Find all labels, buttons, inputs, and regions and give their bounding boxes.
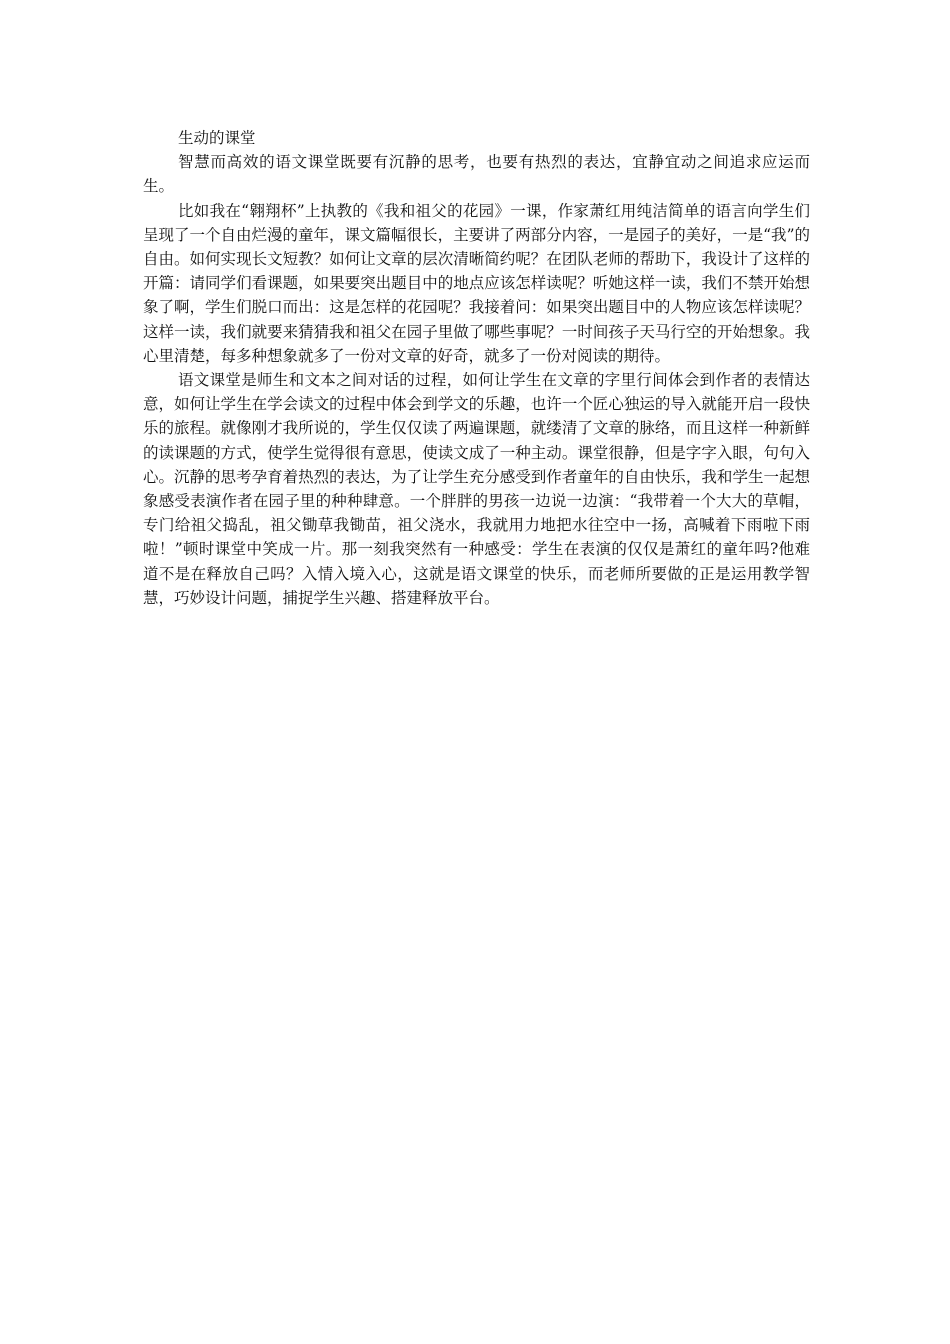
paragraph-2: 比如我在“翱翔杯”上执教的《我和祖父的花园》一课，作家萧红用纯洁简单的语言向学生们呈现了一个自由烂漫的童年，课文篇幅很长，主要讲了两部分内容，一是园子的美好，一是“我”的自由。如何实现长文短教？如何让文章的层次清晰简约呢？在团队老师的帮助下，我设计了这样的开篇：请同学们看课题，如果要突出题目中的地点应该怎样读呢？听她这样一读，我们不禁开始想象了啊，学生们脱口而出：这是怎样的花园呢？我接着问：如果突出题目中的人物应该怎样读呢？这样一读，我们就要来猜猜我和祖父在园子里做了哪些事呢？一时间孩子天马行空的开始想象。我心里清楚，每多种想象就多了一份对文章的好奇，就多了一份对阅读的期待。	[143, 201, 810, 365]
document-body	[143, 126, 810, 610]
paragraph-3: 语文课堂是师生和文本之间对话的过程，如何让学生在文章的字里行间体会到作者的表情达意，如何让学生在学会读文的过程中体会到学文的乐趣，也许一个匠心独运的导入就能开启一段快乐的旅程。就像刚才我所说的，学生仅仅读了两遍课题，就缕清了文章的脉络，而且这样一种新鲜的读课题的方式，使学生觉得很有意思，使读文成了一种主动。课堂很静，但是字字入眼，句句入心。沉静的思考孕育着热烈的表达，为了让学生充分感受到作者童年的自由快乐，我和学生一起想象感受表演作者在园子里的种种肆意。一个胖胖的男孩一边说一边演：“我带着一个大大的草帽，专门给祖父捣乱，祖父锄草我锄苗，祖父浇水，我就用力地把水往空中一扬，高喊着下雨啦下雨啦！”顿时课堂中笑成一片。那一刻我突然有一种感受：学生在表演的仅仅是萧红的童年吗?他难道不是在释放自己吗？入情入境入心，这就是语文课堂的快乐，而老师所要做的正是运用教学智慧，巧妙设计问题，捕捉学生兴趣、搭建释放平台。	[143, 371, 810, 607]
document-title: 生动的课堂	[178, 129, 256, 147]
paragraph-1: 智慧而高效的语文课堂既要有沉静的思考，也要有热烈的表达，宜静宜动之间追求应运而生。	[143, 153, 810, 196]
